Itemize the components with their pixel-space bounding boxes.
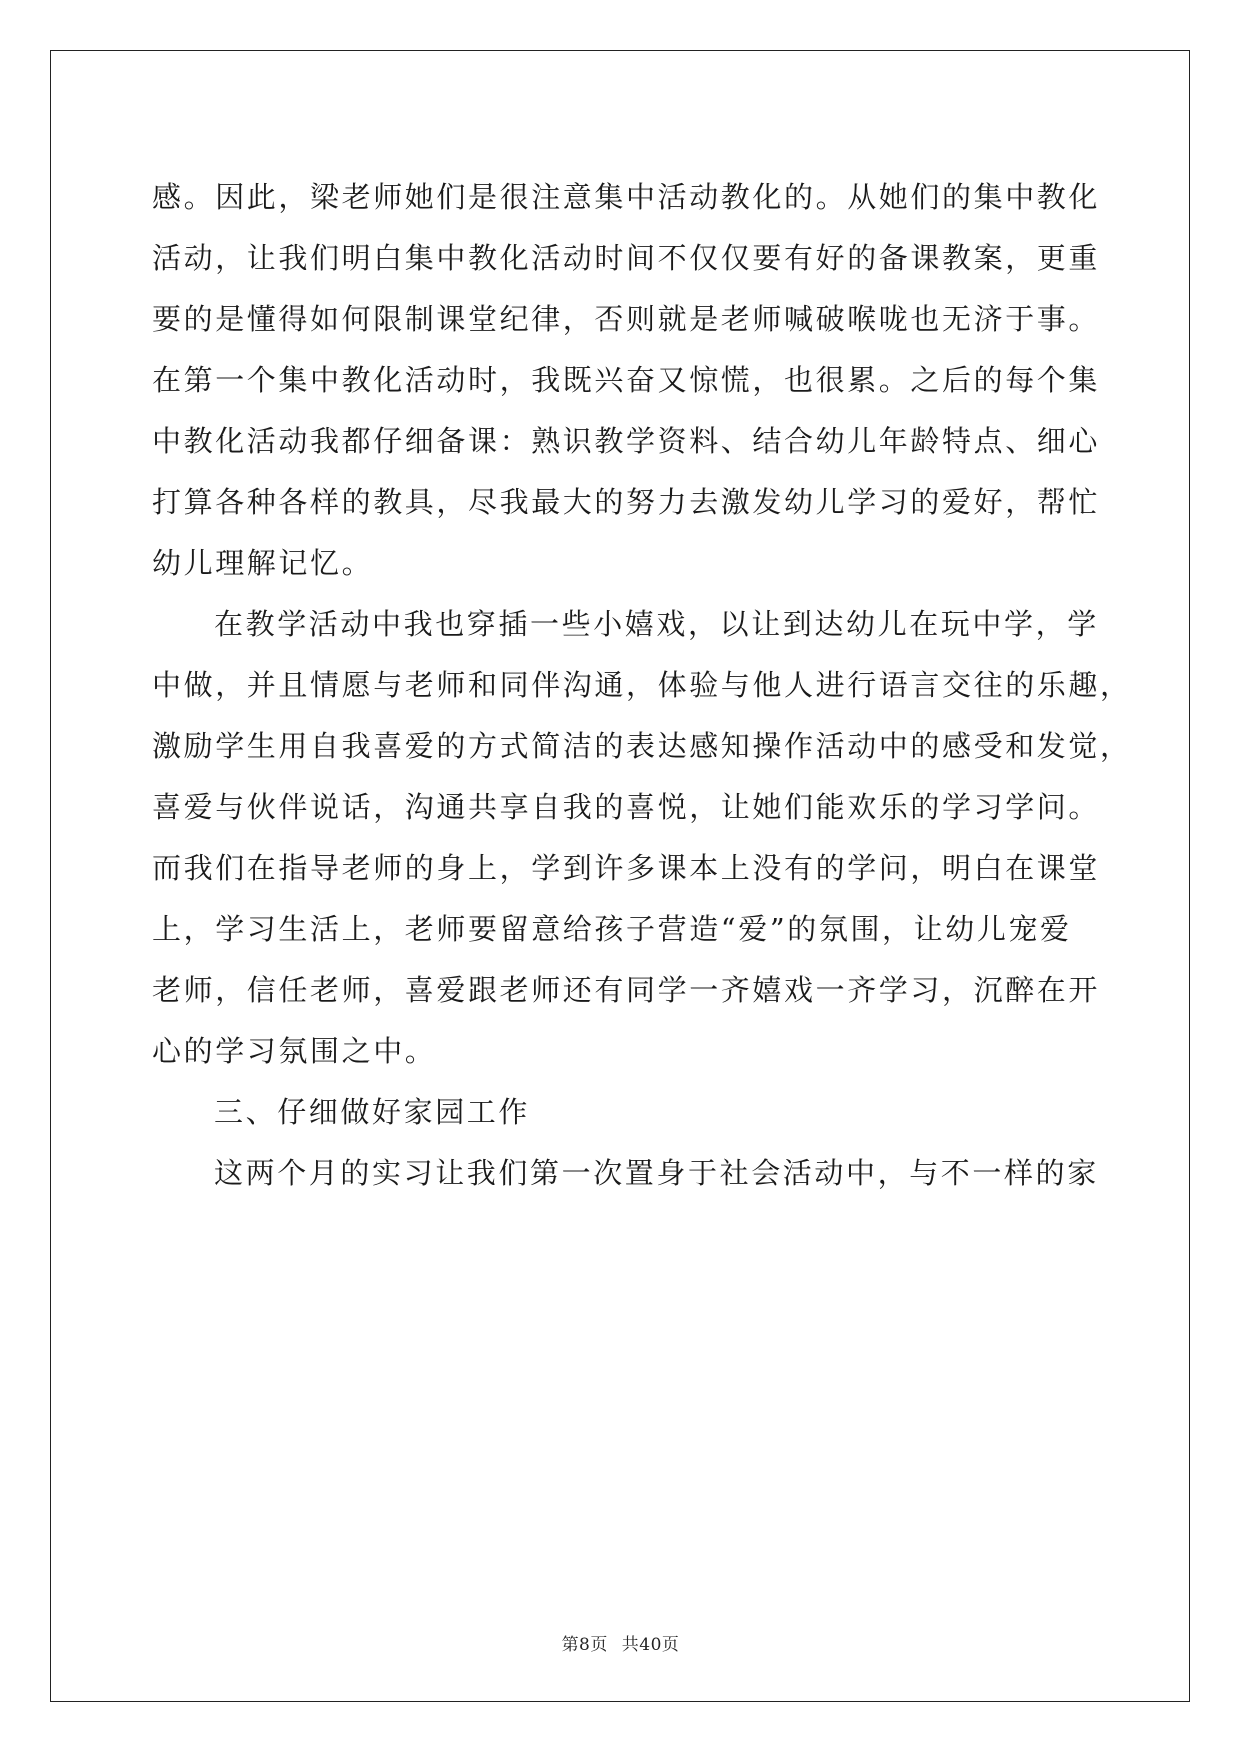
text-line: 喜爱与伙伴说话，沟通共享自我的喜悦，让她们能欢乐的学习学问。 [152, 790, 1101, 824]
text-line: 中教化活动我都仔细备课：熟识教学资料、结合幼儿年龄特点、细心 [152, 424, 1101, 458]
text-line: 心的学习氛围之中。 [152, 1034, 437, 1068]
section-heading: 三、仔细做好家园工作 [214, 1095, 531, 1129]
text-line: 在第一个集中教化活动时，我既兴奋又惊慌，也很累。之后的每个集 [152, 363, 1101, 397]
text-line: 感。因此，梁老师她们是很注意集中活动教化的。从她们的集中教化 [152, 180, 1101, 214]
text-line: 打算各种各样的教具，尽我最大的努力去激发幼儿学习的爱好，帮忙 [152, 485, 1101, 519]
document-body [152, 167, 1132, 1204]
page-footer [0, 1630, 1241, 1655]
page-number-total: 共40页 [621, 1635, 680, 1655]
page-number-current: 第8页 [561, 1635, 608, 1655]
text-line: 要的是懂得如何限制课堂纪律，否则就是老师喊破喉咙也无济于事。 [152, 302, 1101, 336]
text-line: 上，学习生活上，老师要留意给孩子营造“爱”的氛围，让幼儿宠爱 [152, 912, 1072, 946]
text-line: 而我们在指导老师的身上，学到许多课本上没有的学问，明白在课堂 [152, 851, 1101, 885]
text-line: 激励学生用自我喜爱的方式简洁的表达感知操作活动中的感受和发觉， [152, 729, 1132, 763]
text-line: 活动，让我们明白集中教化活动时间不仅仅要有好的备课教案，更重 [152, 241, 1101, 275]
text-line: 幼儿理解记忆。 [152, 546, 374, 580]
text-line: 老师，信任老师，喜爱跟老师还有同学一齐嬉戏一齐学习，沉醉在开 [152, 973, 1101, 1007]
text-line: 这两个月的实习让我们第一次置身于社会活动中，与不一样的家 [214, 1156, 1099, 1190]
text-line: 在教学活动中我也穿插一些小嬉戏，以让到达幼儿在玩中学，学 [214, 607, 1099, 641]
text-line: 中做，并且情愿与老师和同伴沟通，体验与他人进行语言交往的乐趣， [152, 668, 1132, 702]
